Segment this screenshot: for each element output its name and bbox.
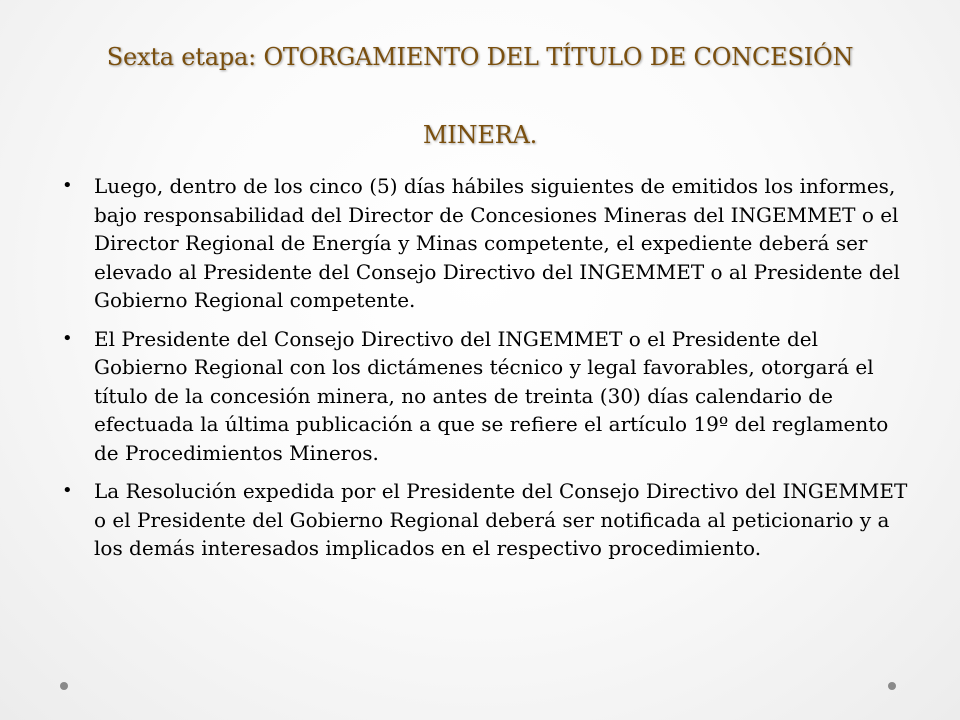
bullet-item-3 — [62, 477, 912, 563]
bullet-text-2: El Presidente del Consejo Directivo del INGEMMET o el Presidente del Gobierno Regional con los dictámenes técnico y legal favorables, otorgará el título de la concesión minera, no antes de treinta (30) días calendario de efectuada la última publicación a que se refiere el artículo 19º del reglamento de Procedimientos Mineros. — [94, 326, 889, 465]
bullet-text-3: La Resolución expedida por el Presidente del Consejo Directivo del INGEMMET o el Presidente del Gobierno Regional deberá ser notificada al peticionario y a los demás interesados implicados en el respectivo procedimiento. — [94, 479, 908, 560]
bullet-dot-icon: • — [62, 327, 73, 349]
decorative-dot-right-icon — [888, 682, 896, 690]
bullet-list — [62, 172, 912, 573]
bullet-item-2 — [62, 325, 912, 468]
decorative-dot-left-icon — [60, 682, 68, 690]
bullet-dot-icon: • — [62, 175, 73, 196]
slide-title-line-2: MINERA. — [422, 121, 538, 149]
bullet-item-1 — [62, 172, 912, 315]
bullet-dot-icon: • — [62, 480, 73, 501]
bullet-text-1: Luego, dentro de los cinco (5) días hábiles siguientes de emitidos los informes, bajo responsabilidad del Director de Concesiones Mineras del INGEMMET o el Director Regional de Energía y Minas competente, el expediente deberá ser elevado al Presidente del Consejo Directivo del INGEMMET o al Presidente del Gobierno Regional competente. — [94, 174, 900, 312]
slide-title-line-1: Sexta etapa: OTORGAMIENTO DEL TÍTULO DE CONCESIÓN — [106, 43, 854, 71]
